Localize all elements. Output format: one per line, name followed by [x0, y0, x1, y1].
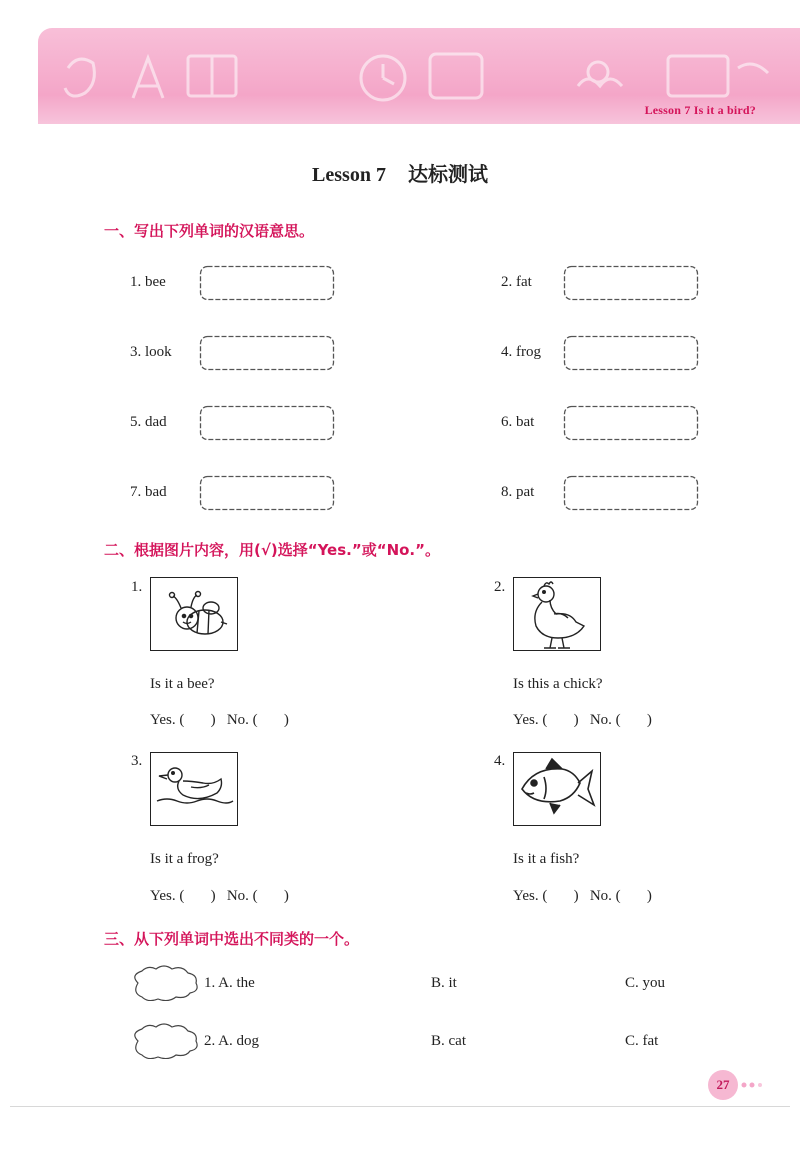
question-text: Is it a bee? — [150, 676, 215, 692]
header-lesson-title: Lesson 7 Is it a bird? — [644, 103, 756, 117]
question-number: 1. — [131, 579, 143, 595]
duck-icon — [151, 753, 239, 827]
answer-box[interactable] — [563, 405, 699, 441]
question-number: 4. — [494, 753, 506, 769]
footer-divider — [10, 1106, 790, 1107]
vocab-label: 1. bee — [130, 274, 166, 290]
answer-box[interactable] — [563, 265, 699, 301]
yes-no-choice[interactable]: Yes. ( ) No. ( ) — [513, 712, 652, 728]
cloud-answer-box[interactable] — [128, 1023, 202, 1059]
duck-drawing — [150, 752, 238, 826]
question-number: 2. — [494, 579, 506, 595]
vocab-label: 5. dad — [130, 414, 167, 430]
bee-drawing — [150, 577, 238, 651]
option-b: B. it — [431, 975, 457, 991]
page-title — [0, 158, 800, 187]
question-number: 3. — [131, 753, 143, 769]
section2-heading: 二、根据图片内容，用(√)选择“Yes.”或“No.”。 — [104, 541, 440, 559]
question-text: Is it a fish? — [513, 851, 580, 867]
question-text: Is this a chick? — [513, 676, 603, 692]
option-c: C. fat — [625, 1033, 659, 1049]
vocab-label: 4. frog — [501, 344, 541, 360]
option-c: C. you — [625, 975, 666, 991]
page-number: 27 — [708, 1070, 738, 1100]
yes-no-choice[interactable]: Yes. ( ) No. ( ) — [150, 712, 289, 728]
vocab-label: 7. bad — [130, 484, 167, 500]
option-a: 1. A. the — [204, 975, 255, 991]
option-b: B. cat — [431, 1033, 466, 1049]
chick-drawing — [513, 577, 601, 651]
question-text: Is it a frog? — [150, 851, 219, 867]
option-a: 2. A. dog — [204, 1033, 260, 1049]
page-dots-decoration — [740, 1080, 764, 1090]
answer-box[interactable] — [199, 405, 335, 441]
section1-heading: 一、写出下列单词的汉语意思。 — [104, 222, 315, 240]
lesson-number: Lesson 7 — [312, 164, 386, 186]
answer-box[interactable] — [563, 335, 699, 371]
section3-heading: 三、从下列单词中选出不同类的一个。 — [104, 930, 360, 948]
vocab-label: 2. fat — [501, 274, 532, 290]
answer-box[interactable] — [199, 265, 335, 301]
yes-no-choice[interactable]: Yes. ( ) No. ( ) — [150, 888, 289, 904]
answer-box[interactable] — [563, 475, 699, 511]
answer-box[interactable] — [199, 475, 335, 511]
yes-no-choice[interactable]: Yes. ( ) No. ( ) — [513, 888, 652, 904]
answer-box[interactable] — [199, 335, 335, 371]
fish-drawing — [513, 752, 601, 826]
vocab-label: 3. look — [130, 344, 172, 360]
lesson-subtitle: 达标测试 — [407, 164, 488, 186]
vocab-label: 8. pat — [501, 484, 535, 500]
bee-icon — [151, 578, 239, 652]
vocab-label: 6. bat — [501, 414, 535, 430]
fish-icon — [514, 753, 602, 827]
chick-icon — [514, 578, 602, 652]
cloud-answer-box[interactable] — [128, 965, 202, 1001]
